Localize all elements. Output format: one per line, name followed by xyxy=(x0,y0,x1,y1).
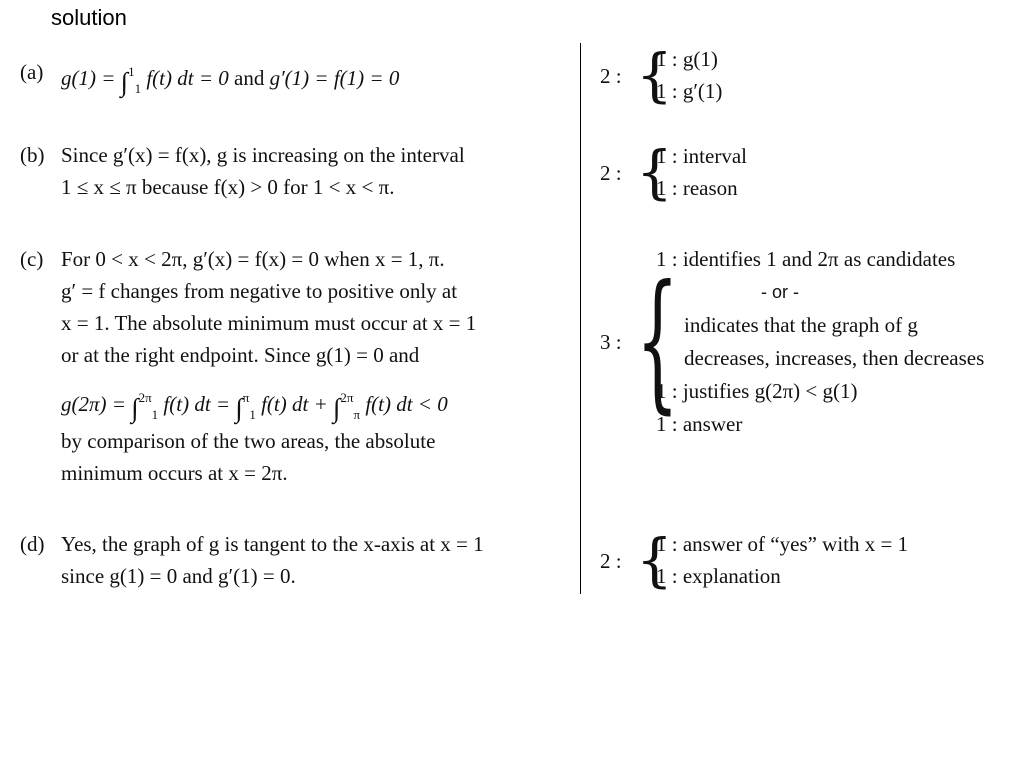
part-c-line-6: by comparison of the two areas, the absolute xyxy=(61,429,436,453)
part-c-line-4: or at the right endpoint. Since g(1) = 0 and xyxy=(61,343,420,367)
scoring-b-items xyxy=(656,140,747,204)
integral-lower-limit: π xyxy=(353,407,361,422)
scoring-d-items xyxy=(656,528,908,592)
scoring-c xyxy=(600,243,1020,443)
scoring-a-item-2: 1 : g′(1) xyxy=(656,79,723,103)
scoring-c-or: - or - xyxy=(761,282,799,302)
part-d xyxy=(20,528,565,596)
part-a-term-2: f(t) dt = 0 xyxy=(146,66,229,90)
part-b-text xyxy=(61,139,465,203)
scoring-d xyxy=(600,528,960,594)
integral-sign: ∫ xyxy=(131,393,139,423)
scoring-c-item-3: 1 : answer xyxy=(656,412,743,436)
integral-sign: ∫ xyxy=(120,67,129,97)
part-c xyxy=(20,243,565,493)
part-c-line-3: x = 1. The absolute minimum must occur at x = 1 xyxy=(61,311,477,335)
brace-icon: { xyxy=(636,41,673,109)
scoring-c-points: 3 : xyxy=(600,330,622,354)
scoring-c-item-2: 1 : justifies g(2π) < g(1) xyxy=(656,379,858,403)
part-a-term-1: g(1) = xyxy=(61,66,116,90)
integral-upper-limit: 1 xyxy=(128,64,135,79)
scoring-d-item-2: 1 : explanation xyxy=(656,564,781,588)
integral-lower-limit: 1 xyxy=(134,81,142,96)
part-a xyxy=(20,56,560,96)
part-b xyxy=(20,139,565,207)
integral-upper-limit: 2π xyxy=(340,390,354,405)
part-c-line-1: For 0 < x < 2π, g′(x) = f(x) = 0 when x = 1, π. xyxy=(61,247,445,271)
part-d-text xyxy=(61,528,484,592)
scoring-b-item-2: 1 : reason xyxy=(656,176,738,200)
scoring-c-item-1: 1 : identifies 1 and 2π as candidates xyxy=(656,247,956,271)
scoring-a-points: 2 : xyxy=(600,64,622,88)
part-b-label: (b) xyxy=(20,143,45,167)
scoring-c-alt-2: decreases, increases, then decreases xyxy=(684,346,985,370)
scoring-b-points: 2 : xyxy=(600,161,622,185)
integral-lower-limit: 1 xyxy=(249,407,256,422)
integral-upper-limit: π xyxy=(242,390,250,405)
scoring-b-item-1: 1 : interval xyxy=(656,144,747,168)
part-c-line-7: minimum occurs at x = 2π. xyxy=(61,461,288,485)
part-c-line-2: g′ = f changes from negative to positive only at xyxy=(61,279,458,303)
part-a-text xyxy=(61,56,399,105)
integral-sign: ∫ xyxy=(333,393,341,423)
equation-term-4: f(t) dt < 0 xyxy=(365,392,448,416)
solution-heading: solution xyxy=(51,5,127,30)
part-c-text xyxy=(61,243,476,489)
scoring-b xyxy=(600,140,800,206)
part-c-label: (c) xyxy=(20,247,44,271)
scoring-a-items xyxy=(656,43,722,107)
part-d-line-2: since g(1) = 0 and g′(1) = 0. xyxy=(61,564,296,588)
scoring-a-item-1: 1 : g(1) xyxy=(656,47,718,71)
brace-icon: { xyxy=(636,138,673,206)
column-divider xyxy=(580,43,581,594)
integral-upper-limit: 2π xyxy=(138,390,152,405)
brace-icon: { xyxy=(636,526,673,594)
part-d-line-1: Yes, the graph of g is tangent to the x-axis at x = 1 xyxy=(61,532,484,556)
part-a-term-3: g′(1) = f(1) = 0 xyxy=(269,66,400,90)
part-a-and: and xyxy=(234,66,265,90)
part-b-line-1: Since g′(x) = f(x), g is increasing on the interval xyxy=(61,143,465,167)
scoring-a xyxy=(600,43,800,109)
equation-term-2: f(t) dt = xyxy=(163,392,231,416)
scoring-d-points: 2 : xyxy=(600,549,622,573)
part-d-label: (d) xyxy=(20,532,45,556)
equation-term-1: g(2π) = xyxy=(61,392,126,416)
integral-lower-limit: 1 xyxy=(151,407,159,422)
brace-icon: { xyxy=(636,254,679,428)
part-a-label: (a) xyxy=(20,60,44,84)
equation-term-3: f(t) dt + xyxy=(261,392,328,416)
scoring-c-items xyxy=(656,243,984,441)
scoring-d-item-1: 1 : answer of “yes” with x = 1 xyxy=(656,532,909,556)
scoring-c-alt-1: indicates that the graph of g xyxy=(684,313,918,337)
part-b-line-2: 1 ≤ x ≤ π because f(x) > 0 for 1 < x < π. xyxy=(61,175,395,199)
part-c-equation xyxy=(61,371,476,425)
integral-sign: ∫ xyxy=(235,393,243,423)
